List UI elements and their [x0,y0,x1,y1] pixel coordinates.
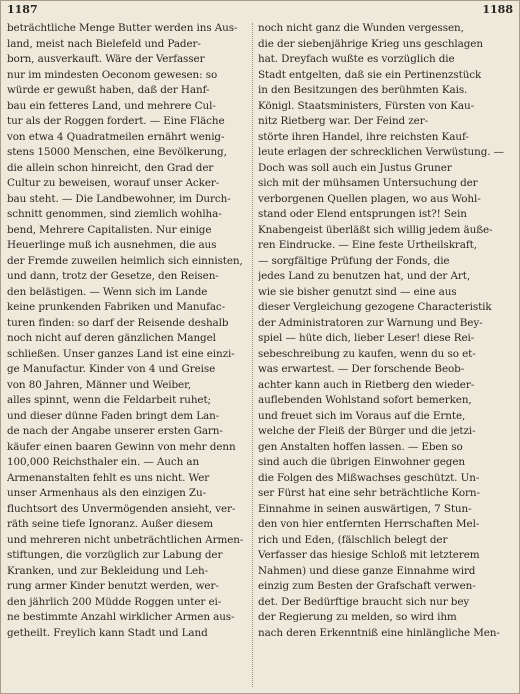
text-line: wie sie bisher genutzt sind — eine aus [258,285,457,298]
text-line: land, meist nach Bielefeld und Pader- [7,37,201,50]
text-line: der Fremde zuweilen heimlich sich einnisten, [7,254,243,267]
text-line: dieser Vergleichung gezogene Characteristik [258,301,492,313]
text-line: rich und Eden, (fälschlich belegt der [258,533,448,546]
text-line: alles spinnt, wenn die Feldarbeit ruhet; [7,394,211,406]
text-line: nur im mindesten Oeconom gewesen: so [7,68,218,81]
text-line: turen finden: so darf der Reisende deshalb [7,316,229,329]
text-line: und freuet sich im Voraus auf die Ernte, [258,409,466,422]
column-divider [252,23,253,687]
text-line: der Regierung zu melden, so wird ihm [258,611,457,623]
text-line: — sorgfältige Prüfung der Fonds, die [258,254,450,267]
text-line: käufer einen baaren Gewinn von mehr denn [7,440,236,453]
text-line: stiftungen, die vorzüglich zur Labung der [7,549,223,561]
page-header [1,3,520,19]
text-line: tur als der Roggen fordert. — Eine Fläche [7,115,225,127]
text-line: Nahmen) und diese ganze Einnahme wird [258,564,476,577]
text-line: bend, Mehrere Capitalisten. Nur einige [7,223,212,236]
text-line: achter kann auch in Rietberg den wieder- [258,378,475,391]
text-line: rung armer Kinder benutzt werden, wer- [7,580,219,592]
page-number-right: 1188 [482,3,513,16]
text-line: gen Anstalten hoffen lassen. — Eben so [258,440,463,453]
text-line: de nach der Angabe unserer ersten Garn- [7,425,223,437]
text-line: Stadt entgelten, daß sie ein Pertinenzstück [258,68,482,81]
text-line: räth seine tiefe Ignoranz. Außer diesem [7,518,213,530]
text-line: ren Eindrucke. — Eine feste Urtheilskraft, [258,239,477,251]
text-line: verborgenen Quellen plagen, wo aus Wohl- [258,192,481,205]
text-line: nach deren Erkenntniß eine hinlängliche Men- [258,626,500,639]
text-line: Cultur zu beweisen, worauf unser Acker- [7,177,220,189]
text-line: jedes Land zu benutzen hat, und der Art, [258,270,471,282]
text-line: was erwartest. — Der forschende Beob- [258,363,465,375]
text-line: den belästigen. — Wenn sich im Lande [7,285,208,298]
text-column-left [7,21,251,691]
text-line: die allein schon hinreicht, den Grad der [7,161,214,174]
text-line: hat. Dreyfach wußte es vorzüglich die [258,53,455,65]
text-line: schnitt genommen, sind ziemlich wohlha- [7,208,222,220]
text-line: den von hier entfernten Herrschaften Mel- [258,518,480,530]
text-line: stens 15000 Menschen, eine Bevölkerung, [7,146,227,158]
text-line: von 80 Jahren, Männer und Weiber, [7,378,192,391]
text-line: und mehreren nicht unbeträchtlichen Armen- [7,533,244,546]
text-line: Verfasser das hiesige Schloß mit letzterem [258,549,480,561]
text-line: bau ein fetteres Land, und mehrere Cul- [7,99,216,112]
text-line: ne bestimmte Anzahl wirklicher Armen aus- [7,611,235,623]
text-line: sind auch die übrigen Einwohner gegen [258,456,466,468]
text-line: Einnahme in seinen auswärtigen, 7 Stun- [258,502,472,515]
text-line: Doch was soll auch ein Justus Gruner [258,161,452,174]
text-line: fluchtsort des Unvermögenden ansieht, ver- [7,502,236,515]
text-line: sebeschreibung zu kaufen, wenn du so et- [258,347,476,360]
text-line: schließen. Unser ganzes Land ist eine einzi- [7,347,235,360]
text-line: keine prunkenden Fabriken und Manufac- [7,301,226,313]
text-line: den jährlich 200 Müdde Roggen unter ei- [7,595,222,608]
text-line: noch nicht ganz die Wunden vergessen, [258,22,464,34]
text-line: nitz Rietberg war. Der Feind zer- [258,115,428,127]
text-line: spiel — hüte dich, lieber Leser! diese Rei- [258,332,475,344]
text-line: unser Armenhaus als den einzigen Zu- [7,487,207,499]
text-line: die Folgen des Mißwachses geschützt. Un- [258,471,480,484]
text-line: und dieser dünne Faden bringt dem Lan- [7,409,220,422]
text-line: ser Fürst hat eine sehr beträchtliche Korn- [258,487,480,499]
text-line: noch nicht auf deren gänzlichen Mangel [7,332,216,344]
text-line: Armenanstalten fehlt es uns nicht. Wer [7,471,210,484]
text-line: Heuerlinge muß ich ausnehmen, die aus [7,239,217,251]
text-line: würde er gewußt haben, daß der Hanf- [7,84,210,96]
text-line: born, ausverkauft. Wäre der Verfasser [7,53,205,65]
text-line: bau steht. — Die Landbewohner, im Durch- [7,192,231,205]
text-line: det. Der Bedürftige braucht sich nur bey [258,595,470,608]
text-line: und dann, trotz der Gesetze, den Reisen- [7,270,219,282]
text-line: beträchtliche Menge Butter werden ins Aus- [7,22,238,34]
text-line: stand oder Elend entsprungen ist?! Sein [258,208,467,220]
text-line: die der siebenjährige Krieg uns geschlagen [258,37,483,50]
text-line: Königl. Staatsministers, Fürsten von Kau- [258,99,474,112]
text-line: Kranken, und zur Bekleidung und Leh- [7,564,208,577]
text-line: welche der Fleiß der Bürger und die jetzi- [258,425,476,437]
text-line: Knabengeist überläßt sich willig jedem äuße- [258,223,493,236]
text-line: leute erlagen der schrecklichen Verwüstung. — [258,146,504,158]
text-line: einzig zum Besten der Grafschaft verwen- [258,580,476,592]
text-line: in den Besitzungen des berühmten Kais. [258,84,468,96]
text-line: der Administratoren zur Warnung und Bey- [258,316,483,329]
text-line: ge Manufactur. Kinder von 4 und Greise [7,363,216,375]
text-line: störte ihren Handel, ihre reichsten Kauf- [258,130,469,143]
text-line: auflebenden Wohlstand sofort bemerken, [258,394,472,406]
text-line: 100,000 Reichsthaler ein. — Auch an [7,456,200,468]
text-line: von etwa 4 Quadratmeilen ernährt wenig- [7,130,225,143]
text-line: sich mit der mühsamen Untersuchung der [258,177,478,189]
page-number-left: 1187 [7,3,38,16]
text-line: getheilt. Freylich kann Stadt und Land [7,626,208,639]
text-column-right [258,21,514,691]
